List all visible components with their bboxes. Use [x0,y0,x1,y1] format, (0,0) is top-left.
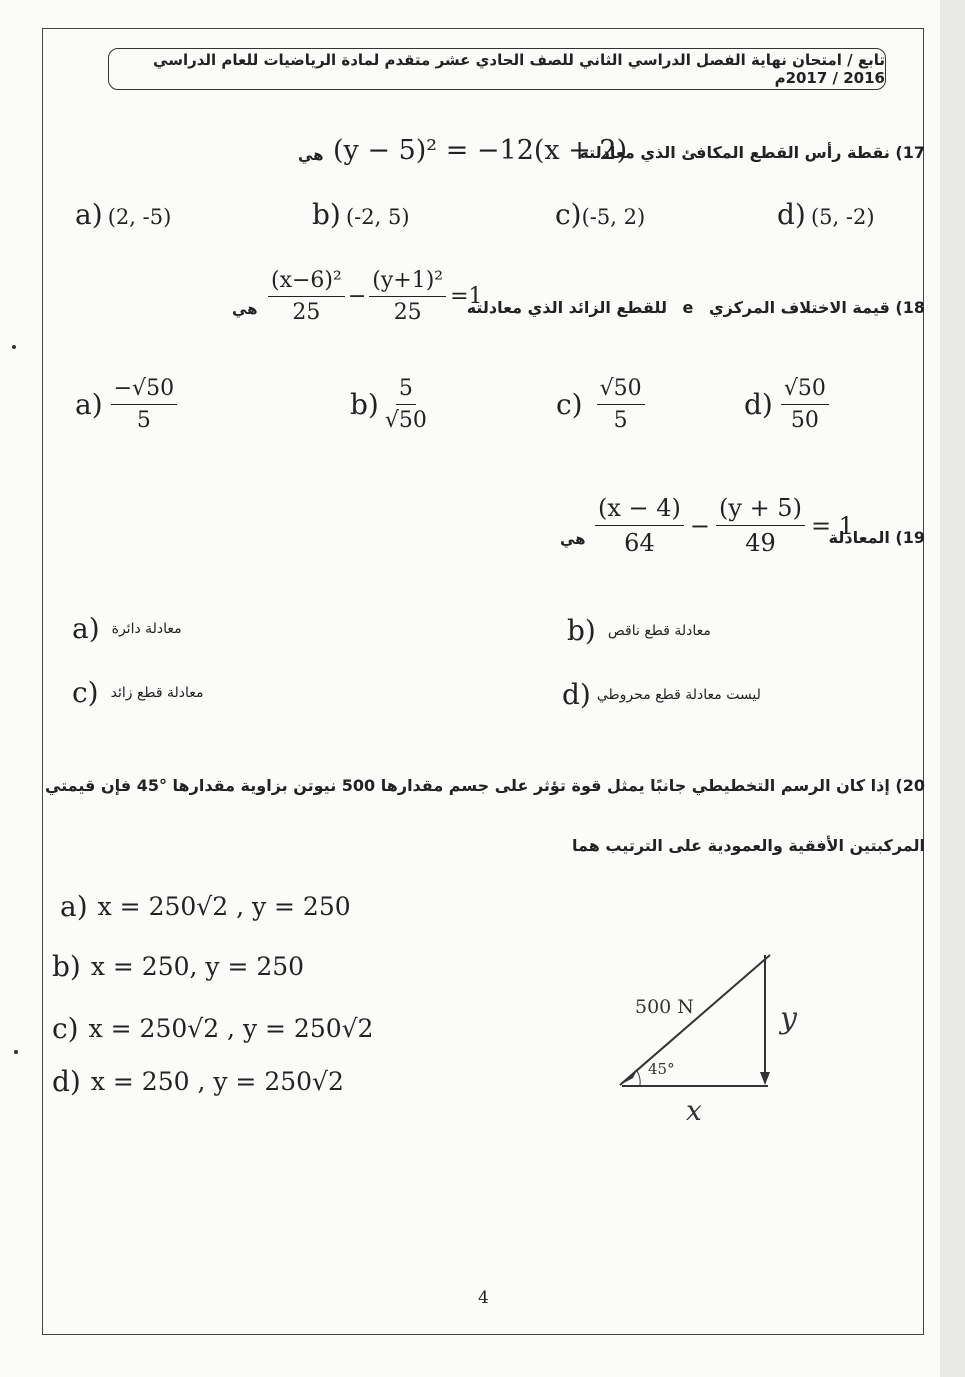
force-vector-line [620,955,770,1085]
q17-equation: (y − 5)² = −12(x + 2) [333,135,628,166]
q17-number: 17) [895,143,925,162]
q19-suffix: هي [560,530,586,548]
q17-option-a: a) (2, -5) [75,198,172,231]
q18-var: e [682,298,694,317]
margin-dot [14,1050,18,1054]
q18-prompt: 18) قيمة الاختلاف المركزي e للقطع الزائد الذي معادلته [466,298,925,317]
vertical-arrowhead [760,1072,770,1085]
q17-option-c: c)(-5, 2) [555,198,646,231]
q17-suffix: هي [298,146,324,164]
q19-option-c: c) معادلة قطع زائد [72,676,204,709]
q20-option-d: d) x = 250 , y = 250√2 [52,1065,344,1098]
page-number: 4 [478,1288,489,1308]
q19-option-a: a) معادلة دائرة [72,612,182,645]
y-label: y [780,1001,797,1036]
exam-header [108,48,886,90]
q20-option-a: a) x = 250√2 , y = 250 [60,890,351,923]
q18-number: 18) [895,298,925,317]
q19-number: 19) [895,528,925,547]
q20-option-c: c) x = 250√2 , y = 250√2 [52,1012,374,1045]
q17-option-d: d) (5, -2) [777,198,875,231]
angle-label: 45° [648,1060,675,1078]
force-label: 500 N [635,996,694,1018]
q20-number: 20) [895,776,925,795]
x-label: x [686,1094,702,1127]
q20-prompt-line1: 20) إذا كان الرسم التخطيطي جانبًا يمثل قوة تؤثر على جسم مقدارها 500 نيوتن بزاوية مقدارها °45 فإن قيمتي [44,776,925,795]
q18-option-d: d) $\frac{√50}{50}$ [744,376,829,433]
margin-dot [12,345,16,349]
angle-arc [637,1071,640,1085]
q20-option-b: b) x = 250, y = 250 [52,950,305,983]
q18-suffix: هي [232,300,258,318]
q19-equation: $\frac{(x - 4)}{64}$ − $\frac{(y + 5)}{49}$ = 1 [595,494,854,557]
q19-prompt: 19) المعادلة [828,528,925,547]
q17-prompt [579,143,925,162]
q18-option-c: c) $\frac{√50}{5}$ [556,376,645,433]
q18-option-a: a) $\frac{-√50}{5}$ [75,376,177,433]
force-diagram [600,940,820,1130]
exam-header-title: تابع / امتحان نهاية الفصل الدراسي الثاني للصف الحادي عشر متقدم لمادة الرياضيات للعام الدراسي 2016 / 2017م [153,51,885,87]
q18-equation: $\frac{\text{(x−6)²}}{25}$ − $\frac{\text{(y+1)²}}{25}$ =1 [268,268,483,325]
q19-option-b: b) معادلة قطع ناقص [567,614,711,647]
q19-option-d: d) ليست معادلة قطع محروطي [562,678,761,711]
q17-text: نقطة رأس القطع المكافئ الذي معادلته [579,143,890,162]
q17-option-b: b) (-2, 5) [312,198,410,231]
q18-option-b: b) $\frac{5}{√50}$ [350,376,427,433]
q20-prompt-line2: المركبتين الأفقية والعمودية على الترتيب هما [571,836,925,855]
